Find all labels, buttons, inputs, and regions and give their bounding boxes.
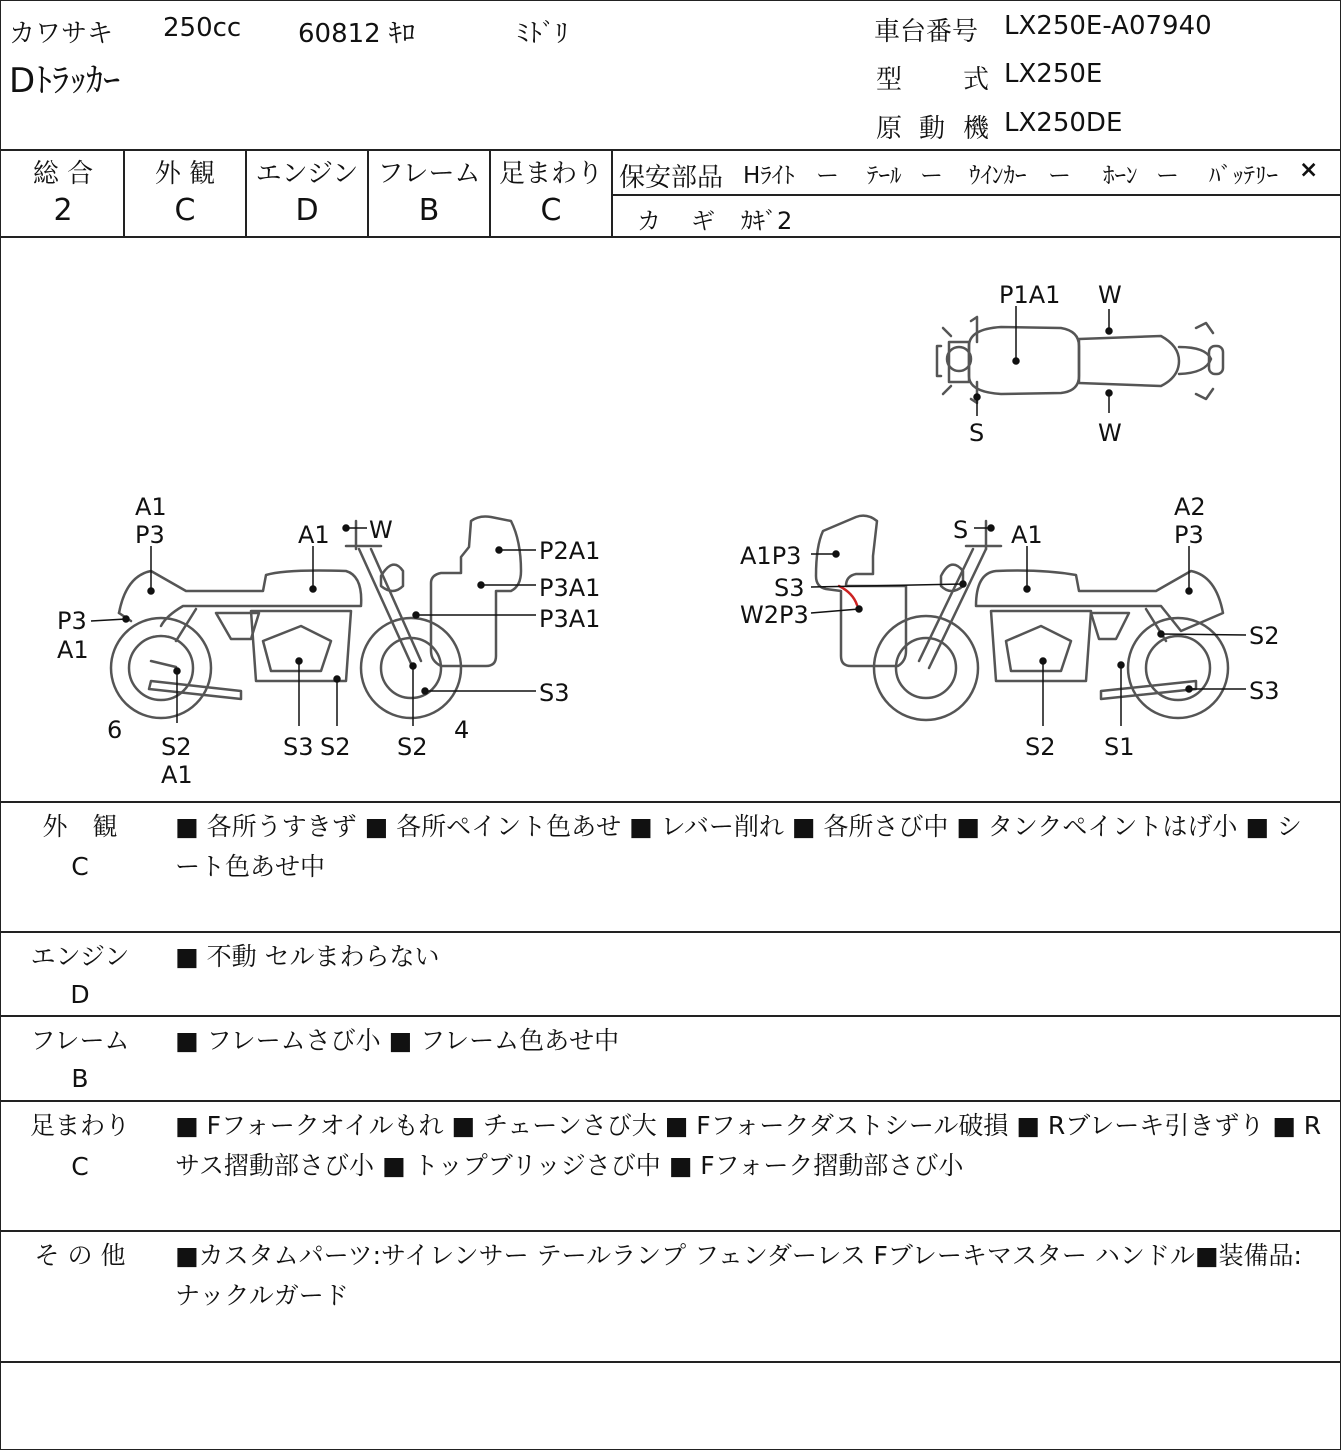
color: ﾐﾄﾞﾘ [516, 19, 569, 49]
safety-item-horn: ﾎｰﾝ [1103, 163, 1138, 189]
engine-label-3: 機 [963, 114, 990, 144]
grade-value-overall: 2 [53, 193, 73, 228]
right-s-label: S [953, 516, 969, 544]
left-p3a1-label: P3A1 [539, 574, 601, 602]
safety-status-horn: ー [1156, 163, 1179, 189]
top-p1a1-label: P1A1 [999, 281, 1061, 309]
grade-value-frame: B [418, 193, 440, 228]
left-s2c-label: S2 [397, 733, 428, 761]
safety-item-tail: ﾃｰﾙ [867, 163, 902, 189]
left-n4-label: 4 [454, 716, 470, 744]
section-grade-exterior: C [71, 852, 89, 881]
left-p3-side-label: P3 [57, 607, 87, 635]
type-label-1: 型 [876, 65, 903, 95]
frame-no-label: 車台番号 [874, 17, 979, 47]
grade-value-engine: D [295, 193, 319, 228]
grade-label-engine: エンジン [255, 159, 359, 189]
safety-item-headlight: Hﾗｲﾄ [743, 163, 795, 189]
left-s2-label: S2 [161, 733, 192, 761]
section-text-other: ■カスタムパーツ:サイレンサー テールランプ フェンダーレス Fブレーキマスター ハンドル■装備品:ナックルガード [175, 1241, 1302, 1310]
right-s3-label: S3 [774, 574, 805, 602]
section-label-frame: フレーム [30, 1026, 130, 1055]
top-s-label: S [969, 419, 985, 447]
type-label-2: 式 [963, 65, 990, 95]
engine-label-1: 原 [876, 114, 903, 144]
right-p3-label: P3 [1174, 521, 1204, 549]
left-p2a1-label: P2A1 [539, 537, 601, 565]
grade-label-exterior: 外 観 [154, 159, 216, 189]
mileage: 60812 ｷﾛ [298, 19, 415, 49]
right-s1-label: S1 [1104, 733, 1135, 761]
grade-value-exterior: C [174, 193, 196, 228]
grade-label-frame: フレーム [377, 159, 481, 189]
section-label-other: そ の 他 [34, 1241, 126, 1270]
top-w-label: W [1098, 281, 1122, 309]
section-grade-frame: B [71, 1064, 89, 1093]
divider [1, 1230, 1340, 1232]
left-a1-label: A1 [135, 493, 167, 521]
safety-item-winker: ｳｲﾝｶｰ [969, 163, 1027, 189]
divider [611, 149, 613, 236]
safety-status-tail: ー [920, 163, 943, 189]
left-s2b-label: S2 [320, 733, 351, 761]
right-a2-label: A2 [1174, 493, 1206, 521]
right-s2b-label: S2 [1025, 733, 1056, 761]
grade-value-suspension: C [540, 193, 562, 228]
divider [1, 801, 1340, 803]
damage-diagram [1, 238, 1340, 801]
right-s3b-label: S3 [1249, 677, 1280, 705]
left-n6-label: 6 [107, 716, 123, 744]
key-label-2: ギ [691, 207, 715, 235]
right-w2p3-label: W2P3 [740, 601, 809, 629]
left-w-label: W [369, 516, 393, 544]
section-text-suspension: ■ Fフォークオイルもれ ■ チェーンさび大 ■ Fフォークダストシール破損 ■ Rブレーキ引きずり ■ Rサス摺動部さび小 ■ トップブリッジさび中 ■ Fフォーク摺動部さび小 [175, 1111, 1322, 1180]
divider [1, 149, 1340, 151]
safety-item-battery: ﾊﾞｯﾃﾘｰ [1209, 163, 1278, 189]
safety-status-winker: ー [1048, 163, 1071, 189]
grade-label-overall: 総 合 [32, 159, 94, 189]
safety-status-headlight: ー [816, 163, 839, 189]
left-a1-side-label: A1 [57, 636, 89, 664]
right-tank-a1-label: A1 [1011, 521, 1043, 549]
safety-status-battery: × [1299, 157, 1319, 183]
section-text-engine: ■ 不動 セルまわらない [175, 942, 440, 971]
maker: カワサキ [9, 19, 114, 49]
section-label-exterior: 外 観 [42, 812, 118, 841]
displacement: 250cc [163, 13, 242, 43]
divider [1, 1100, 1340, 1102]
frame-no: LX250E-A07940 [1004, 11, 1212, 41]
section-text-exterior: ■ 各所うすきず ■ 各所ペイント色あせ ■ レバー削れ ■ 各所さび中 ■ タンクペイントはげ小 ■ シート色あせ中 [175, 812, 1302, 881]
left-p3a1b-label: P3A1 [539, 605, 601, 633]
left-a1-bottom-label: A1 [161, 761, 193, 789]
right-a1p3-label: A1P3 [740, 542, 802, 570]
engine-label-2: 動 [919, 114, 946, 144]
divider [612, 194, 1340, 196]
top-view-bike [937, 317, 1223, 403]
top-w2-label: W [1098, 419, 1122, 447]
divider [1, 1015, 1340, 1017]
right-s2-label: S2 [1249, 622, 1280, 650]
section-label-engine: エンジン [30, 942, 130, 971]
section-label-suspension: 足まわり [29, 1111, 130, 1140]
left-tank-a1-label: A1 [298, 521, 330, 549]
divider [1, 1361, 1340, 1363]
model-name: Dﾄﾗｯｶｰ [9, 61, 121, 101]
key-value: ｶｷﾞ2 [741, 207, 793, 235]
section-grade-engine: D [70, 980, 90, 1009]
section-text-frame: ■ フレームさび小 ■ フレーム色あせ中 [175, 1026, 620, 1055]
left-p3-label: P3 [135, 521, 165, 549]
grade-label-suspension: 足まわり [498, 159, 603, 189]
type-value: LX250E [1004, 59, 1103, 89]
section-grade-suspension: C [71, 1152, 89, 1181]
left-s3-label: S3 [539, 679, 570, 707]
safety-label: 保安部品 [619, 163, 724, 193]
divider [1, 931, 1340, 933]
left-s3b-label: S3 [283, 733, 314, 761]
key-label-1: カ [637, 207, 661, 235]
engine-value: LX250DE [1004, 108, 1123, 138]
